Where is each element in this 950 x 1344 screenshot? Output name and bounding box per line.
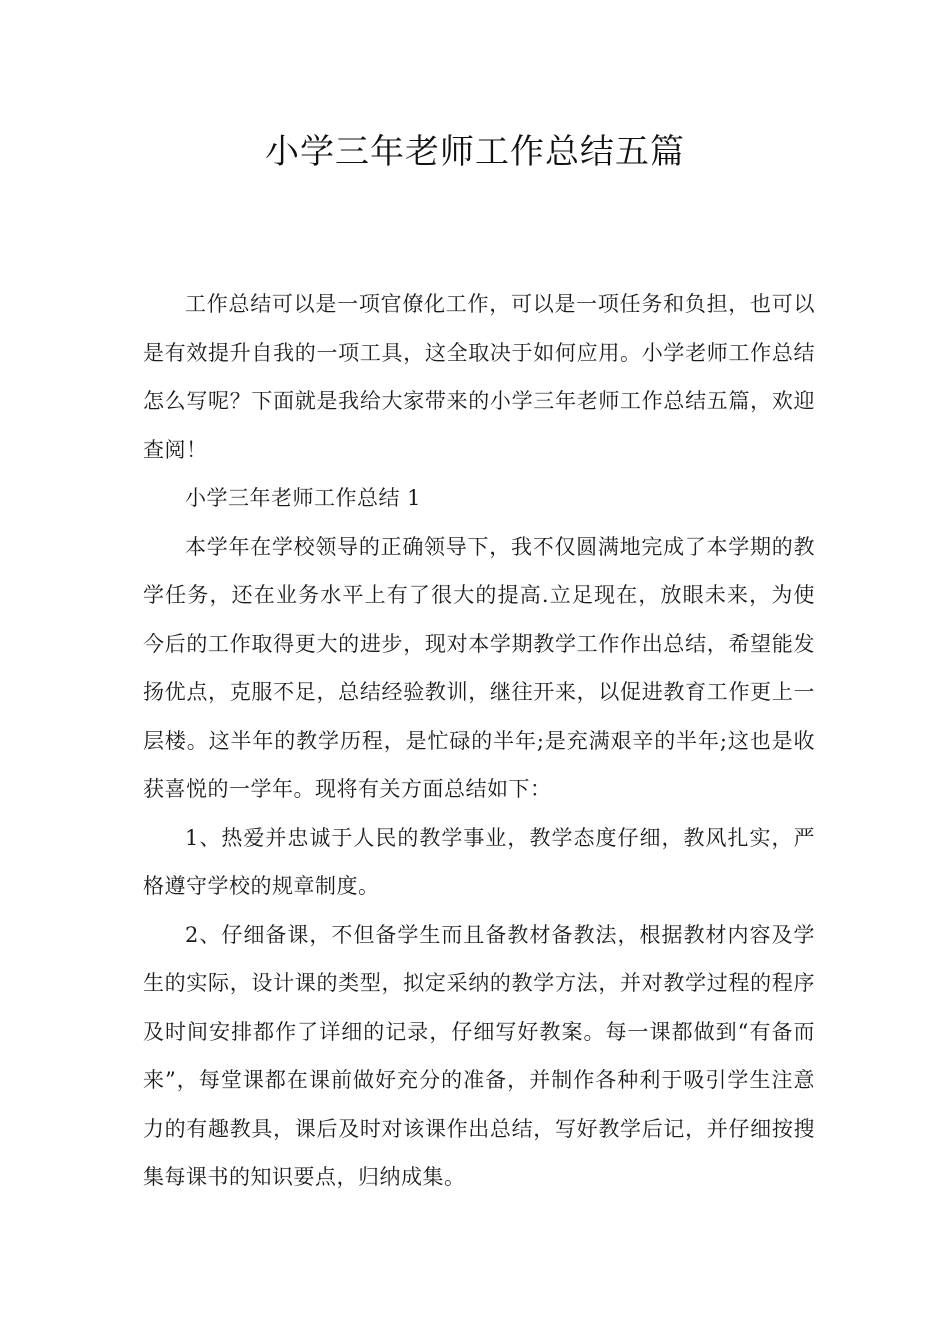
intro-paragraph: 工作总结可以是一项官僚化工作，可以是一项任务和负担，也可以是有效提升自我的一项工具，这全取决于如何应用。小学老师工作总结怎么写呢？下面就是我给大家带来的小学三年老师工作总结五篇，欢迎查阅！ <box>143 292 815 462</box>
body-paragraph: 本学年在学校领导的正确领导下，我不仅圆满地完成了本学期的教学任务，还在业务水平上有了很大的提高.立足现在，放眼未来，为使今后的工作取得更大的进步，现对本学期教学工作作出总结，希望能发扬优点，克服不足，总结经验教训，继往开来，以促进教育工作更上一层楼。这半年的教学历程，是忙碌的半年;是充满艰辛的半年;这也是收获喜悦的一学年。现将有关方面总结如下： <box>143 534 815 801</box>
list-item-2: 2、仔细备课，不但备学生而且备教材备教法，根据教材内容及学生的实际，设计课的类型，拟定采纳的教学方法，并对教学过程的程序及时间安排都作了详细的记录，仔细写好教案。每一课都做到“有备而来”，每堂课都在课前做好充分的准备，并制作各种利于吸引学生注意力的有趣教具，课后及时对该课作出总结，写好教学后记，并仔细按搜集每课书的知识要点，归纳成集。 <box>143 922 815 1189</box>
document-title: 小学三年老师工作总结五篇 <box>265 132 685 172</box>
document-body <box>143 280 815 1202</box>
section-heading: 小学三年老师工作总结 1 <box>185 486 422 510</box>
list-item-1: 1、热爱并忠诚于人民的教学事业，教学态度仔细，教风扎实，严格遵守学校的规章制度。 <box>143 825 815 898</box>
